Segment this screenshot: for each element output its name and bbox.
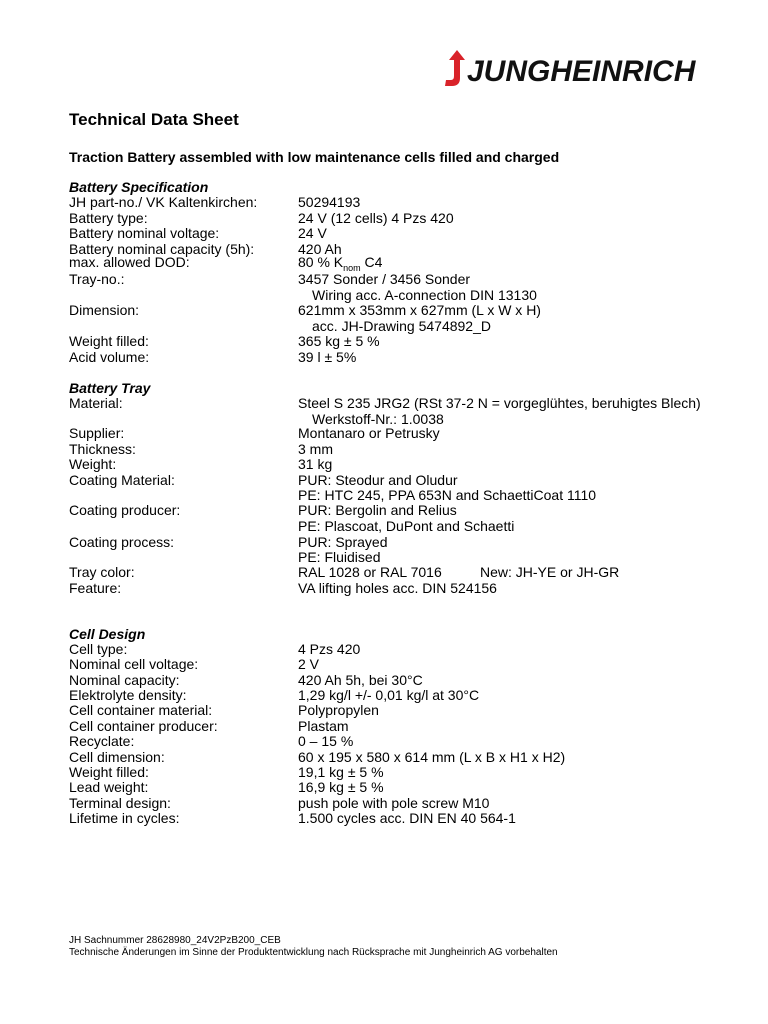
container-material-value: Polypropylen: [298, 702, 379, 718]
feature-label: Feature:: [69, 579, 122, 596]
tray-no-label: Tray-no.:: [69, 271, 125, 287]
density-value: 1,29 kg/l +/- 0,01 kg/l at 30°C: [298, 687, 480, 703]
lifetime-label: Lifetime in cycles:: [69, 810, 180, 826]
lead-weight-value: 16,9 kg ± 5 %: [298, 779, 384, 795]
dod-value-subscript: nom: [343, 262, 361, 273]
nominal-capacity-label: Nominal capacity:: [69, 671, 180, 688]
coating-process-label: Coating process:: [69, 533, 175, 550]
coating-producer-value: PUR: Bergolin and Relius: [298, 502, 457, 518]
cell-dimension-value: 60 x 195 x 580 x 614 mm (L x B x H1 x H2): [298, 748, 566, 765]
thickness-label: Thickness:: [69, 441, 136, 457]
tray-no-value-wiring: Wiring acc. A-connection DIN 13130: [312, 286, 537, 303]
cell-voltage-value: 2 V: [298, 656, 320, 672]
container-producer-value: Plastam: [298, 717, 349, 734]
part-no-label: JH part-no./ VK Kaltenkirchen:: [69, 194, 258, 210]
supplier-value: Montanaro or Petrusky: [298, 425, 440, 441]
voltage-value: 24 V: [298, 225, 327, 241]
page-subtitle: Traction Battery assembled with low maintenance cells filled and charged: [69, 149, 560, 165]
nominal-capacity-value: 420 Ah 5h, bei 30°C: [298, 671, 423, 688]
page-title: Technical Data Sheet: [69, 110, 239, 129]
cell-design-heading: Cell Design: [69, 626, 146, 642]
terminal-label: Terminal design:: [69, 794, 171, 811]
dimension-label: Dimension:: [69, 302, 140, 318]
cell-type-label: Cell type:: [69, 641, 128, 657]
coating-process-value-pe: PE: Fluidised: [298, 549, 381, 565]
voltage-label: Battery nominal voltage:: [69, 225, 220, 241]
container-producer-label: Cell container producer:: [69, 717, 218, 734]
capacity-value: 420 Ah: [298, 240, 342, 257]
brand-wordmark: JUNGHEINRICH: [467, 55, 696, 88]
cell-dimension-label: Cell dimension:: [69, 748, 165, 765]
container-material-label: Cell container material:: [69, 702, 213, 718]
tray-color-value: RAL 1028 or RAL 7016: [298, 564, 442, 580]
part-no-value: 50294193: [298, 194, 361, 210]
coating-material-label: Coating Material:: [69, 471, 175, 488]
cell-type-value: 4 Pzs 420: [298, 641, 361, 657]
density-label: Elektrolyte density:: [69, 687, 187, 703]
feature-value: VA lifting holes acc. DIN 524156: [298, 579, 497, 596]
capacity-label: Battery nominal capacity (5h):: [69, 240, 255, 257]
cell-weight-label: Weight filled:: [69, 764, 149, 780]
coating-producer-value-pe: PE: Plascoat, DuPont and Schaetti: [298, 517, 515, 534]
coating-material-value-pe: PE: HTC 245, PPA 653N and SchaettiCoat 1110: [298, 487, 597, 503]
tray-weight-value: 31 kg: [298, 456, 333, 472]
material-label: Material:: [69, 395, 123, 411]
jungheinrich-logo-graphic: [441, 48, 701, 88]
coating-material-value: PUR: Steodur and Oludur: [298, 471, 458, 488]
footer-part-number: JH Sachnummer 28628980_24V2PzB200_CEB: [69, 935, 281, 946]
material-werkstoff: Werkstoff-Nr.: 1.0038: [312, 410, 444, 427]
battery-type-value: 24 V (12 cells) 4 Pzs 420: [298, 209, 454, 226]
weight-filled-value: 365 kg ± 5 %: [298, 333, 380, 349]
dimension-drawing: acc. JH-Drawing 5474892_D: [312, 317, 491, 334]
acid-volume-label: Acid volume:: [69, 348, 150, 365]
lead-weight-label: Lead weight:: [69, 779, 149, 795]
dimension-value: 621mm x 353mm x 627mm (L x W x H): [298, 302, 541, 318]
thickness-value: 3 mm: [298, 441, 333, 457]
jungheinrich-logo: [441, 48, 701, 88]
battery-tray-heading: Battery Tray: [69, 380, 151, 396]
tray-color-label: Tray color:: [69, 564, 135, 580]
terminal-value: push pole with pole screw M10: [298, 794, 490, 811]
battery-type-label: Battery type:: [69, 209, 148, 226]
tray-weight-label: Weight:: [69, 456, 117, 472]
cell-voltage-label: Nominal cell voltage:: [69, 656, 199, 672]
recyclate-value: 0 – 15 %: [298, 733, 354, 749]
battery-spec-heading: Battery Specification: [69, 179, 209, 195]
footer: [69, 935, 558, 958]
dod-label: max. allowed DOD:: [69, 254, 190, 270]
dod-value-prefix: 80 % K: [298, 254, 344, 270]
acid-volume-value: 39 l ± 5%: [298, 348, 357, 365]
cell-weight-value: 19,1 kg ± 5 %: [298, 764, 384, 780]
recyclate-label: Recyclate:: [69, 733, 135, 749]
material-value: Steel S 235 JRG2 (RSt 37-2 N = vorgeglühtes, beruhigtes Blech): [298, 395, 701, 411]
lifetime-value: 1.500 cycles acc. DIN EN 40 564-1: [298, 810, 516, 826]
supplier-label: Supplier:: [69, 425, 125, 441]
weight-filled-label: Weight filled:: [69, 333, 149, 349]
dod-value-suffix: C4: [360, 254, 383, 270]
tray-no-value: 3457 Sonder / 3456 Sonder: [298, 271, 471, 287]
tray-color-new: New: JH-YE or JH-GR: [480, 564, 620, 580]
coating-producer-label: Coating producer:: [69, 502, 181, 518]
coating-process-value: PUR: Sprayed: [298, 533, 388, 550]
footer-disclaimer: Technische Änderungen im Sinne der Produktentwicklung nach Rücksprache mit Jungheinrich AG vorbehalten: [69, 946, 558, 958]
